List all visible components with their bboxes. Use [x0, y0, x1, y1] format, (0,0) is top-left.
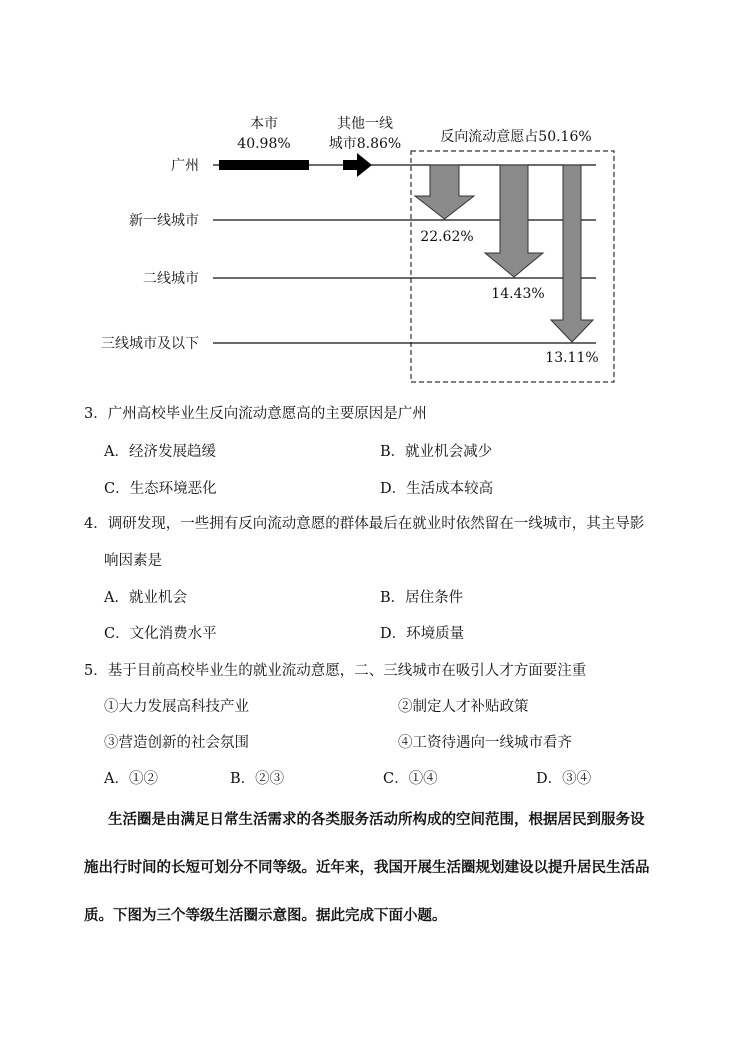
question-4-option-a: A．就业机会: [104, 590, 187, 606]
passage-line-1: 生活圈是由满足日常生活需求的各类服务活动所构成的空间范围，根据居民到服务设: [108, 812, 645, 828]
local-label: 本市: [250, 116, 278, 132]
question-3-option-b: B．就业机会减少: [380, 444, 493, 460]
question-4-stem-line1: 4．调研发现，一些拥有反向流动意愿的群体最后在就业时依然留在一线城市，其主导影: [84, 516, 645, 532]
question-4-option-d: D．环境质量: [380, 626, 465, 642]
passage-line-3: 质。下图为三个等级生活圈示意图。据此完成下面小题。: [84, 908, 447, 924]
question-4-option-b: B．居住条件: [380, 590, 464, 606]
flow-pct-new-tier1: 22.62%: [420, 229, 474, 245]
question-4-option-c: C．文化消费水平: [104, 626, 217, 642]
question-5-option-c: C．①④: [383, 771, 438, 787]
question-5-statement-1: ①大力发展高科技产业: [104, 699, 249, 715]
flow-diagram: [0, 0, 752, 400]
question-3-option-c: C．生态环境恶化: [104, 481, 217, 497]
question-5-option-d: D．③④: [536, 771, 592, 787]
question-3-option-a: A．经济发展趋缓: [104, 444, 216, 460]
row-label-new-tier1: 新一线城市: [129, 213, 199, 229]
row-label-tier2: 二线城市: [143, 271, 199, 287]
question-3-option-d: D．生活成本较高: [380, 481, 494, 497]
question-5-option-a: A．①②: [104, 771, 158, 787]
row-label-guangzhou: 广州: [171, 158, 199, 174]
local-bar: [219, 160, 309, 170]
question-3-stem: 3．广州高校毕业生反向流动意愿高的主要原因是广州: [84, 406, 427, 422]
other-tier1-label-1: 其他一线: [337, 116, 393, 132]
passage-line-2: 施出行时间的长短可划分不同等级。近年来，我国开展生活圈规划建设以提升居民生活品: [84, 860, 650, 876]
reverse-flow-label: 反向流动意愿占50.16%: [440, 129, 592, 145]
flow-arrow-tier2: [485, 165, 543, 277]
other-tier1-label-2: 城市8.86%: [328, 136, 402, 152]
row-label-tier3-below: 三线城市及以下: [101, 336, 199, 352]
question-4-stem-line2: 响因素是: [104, 553, 162, 569]
flow-arrow-tier3-below: [551, 165, 593, 342]
flow-pct-tier2: 14.43%: [491, 286, 545, 302]
flow-pct-tier3-below: 13.11%: [545, 350, 599, 366]
other-tier1-arrow: [343, 153, 372, 177]
flow-arrow-new-tier1: [415, 165, 474, 219]
question-5-stem: 5．基于目前高校毕业生的就业流动意愿，二、三线城市在吸引人才方面要注重: [84, 663, 587, 679]
question-5-statement-4: ④工资待遇向一线城市看齐: [398, 735, 572, 751]
question-5-statement-3: ③营造创新的社会氛围: [104, 735, 249, 751]
question-5-option-b: B．②③: [230, 771, 285, 787]
local-pct: 40.98%: [237, 136, 291, 152]
question-5-statement-2: ②制定人才补贴政策: [398, 699, 529, 715]
